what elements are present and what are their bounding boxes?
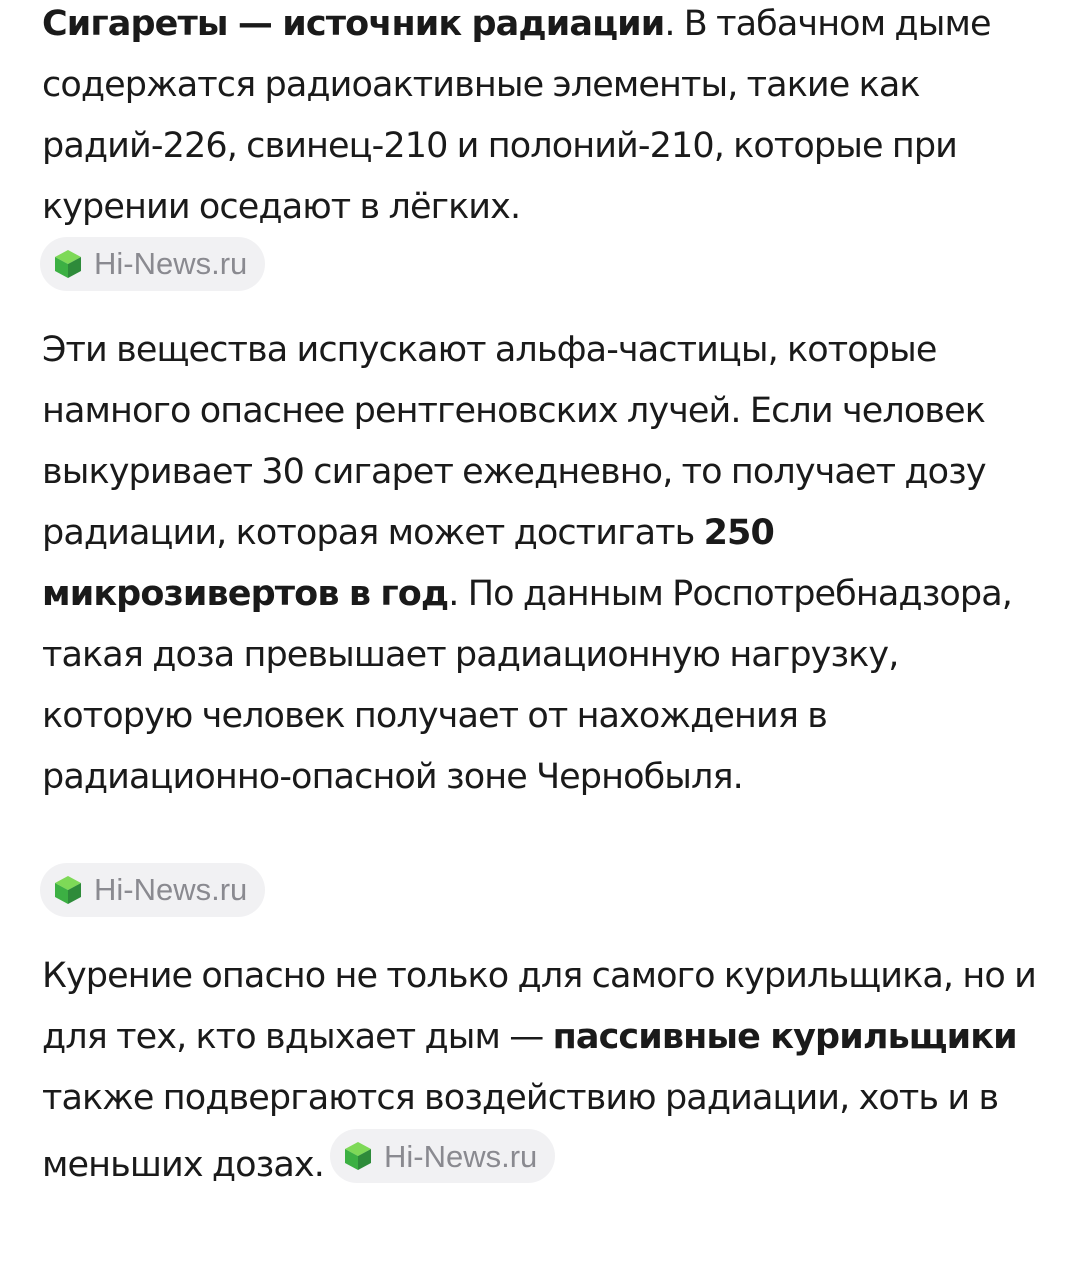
- paragraph-1: [42, 0, 1052, 238]
- paragraph-2-text-1: Эти вещества испускают альфа-частицы, которые намного опаснее рентгеновских лучей. Если человек выкуривает 30 сигарет ежедневно, то получает дозу радиации, которая может достигать: [42, 330, 986, 553]
- green-cube-icon: [52, 874, 84, 906]
- paragraph-3: [42, 946, 1052, 1196]
- source-chip-2[interactable]: [40, 863, 265, 917]
- source-chip-1[interactable]: [40, 237, 265, 291]
- paragraph-1-bold-lead: Сигареты — источник радиации: [42, 4, 665, 44]
- paragraph-3-bold: пассивные курильщики: [552, 1017, 1017, 1057]
- source-chip-2-label: Hi-News.ru: [94, 872, 248, 907]
- paragraph-2-text-2: . По данным Роспотребнадзора, такая доза превышает радиационную нагрузку, которую человек получает от нахождения в радиационно-опасной зоне Чернобыля.: [42, 574, 1013, 797]
- paragraph-1-text: . В табачном дыме содержатся радиоактивные элементы, такие как радий-226, свинец-210 и полоний-210, которые при курении оседают в лёгких.: [42, 4, 991, 227]
- green-cube-icon: [342, 1140, 374, 1172]
- source-chip-1-label: Hi-News.ru: [94, 246, 248, 281]
- green-cube-icon: [52, 248, 84, 280]
- paragraph-2-bold: 250 микрозивертов в год: [42, 513, 774, 614]
- source-chip-3[interactable]: [330, 1129, 555, 1183]
- paragraph-2: [42, 320, 1052, 808]
- paragraph-3-text-2: также подвергаются воздействию радиации, хоть и в меньших дозах.: [42, 1078, 999, 1185]
- source-chip-3-label: Hi-News.ru: [383, 1138, 538, 1174]
- paragraph-3-text-1: Курение опасно не только для самого курильщика, но и для тех, кто вдыхает дым —: [42, 956, 1036, 1057]
